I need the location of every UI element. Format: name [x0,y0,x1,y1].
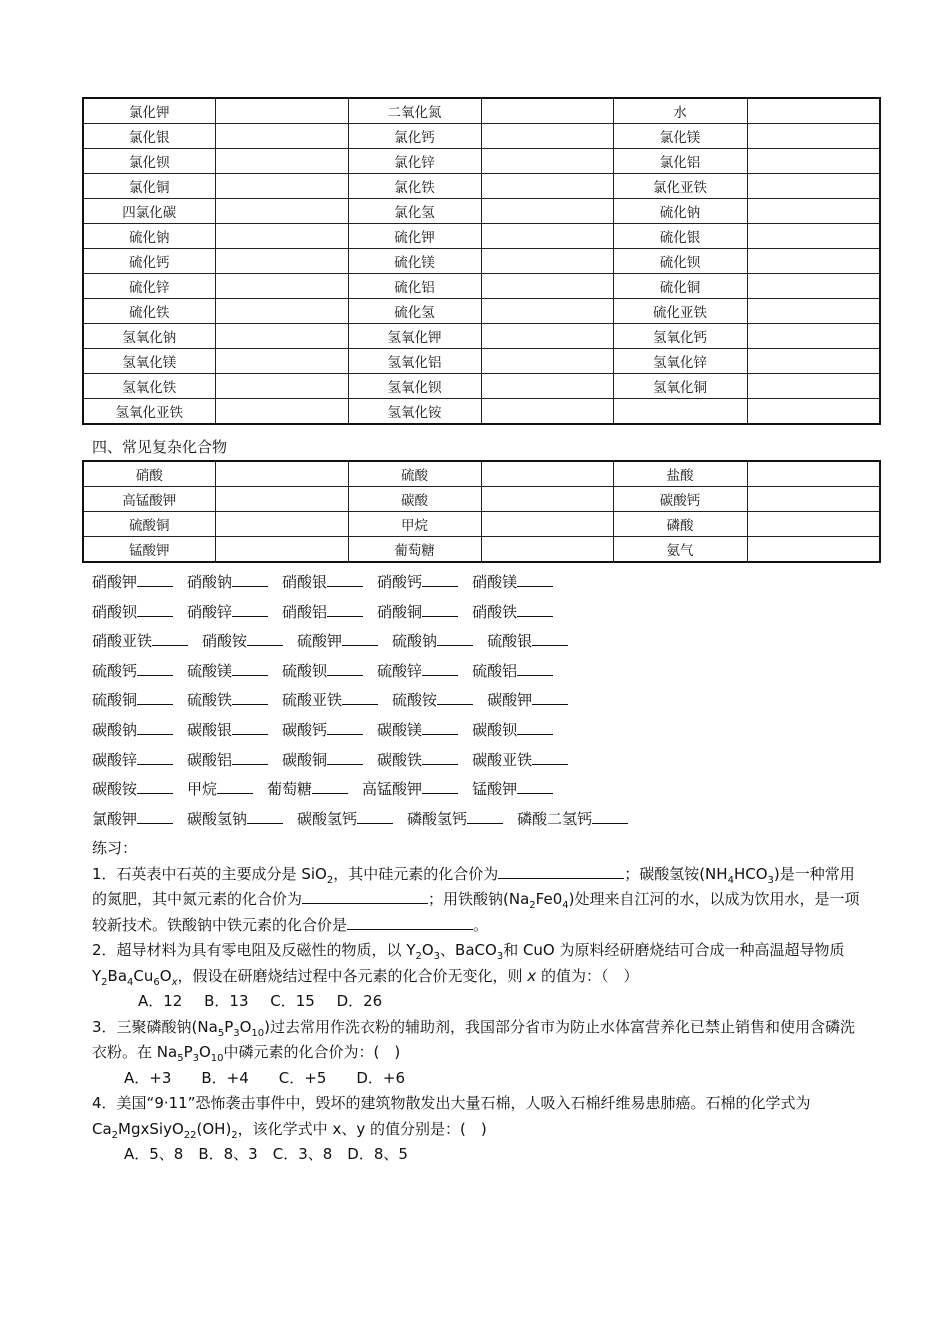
answer-blank[interactable] [327,602,363,617]
blank-item [92,775,173,805]
table-row [83,324,880,349]
blank-row [92,716,642,746]
compound-name-cell: 盐酸 [613,461,747,487]
answer-blank[interactable] [532,750,568,765]
blank-item [487,627,568,657]
blank-item [472,746,568,776]
blank-item [92,686,173,716]
compound-name-cell: 硝酸 [83,461,215,487]
compound-label: 碳酸镁 [377,720,423,739]
compound-label: 碳酸铵 [92,780,138,799]
blank-item [92,805,173,835]
formula-answer-cell[interactable] [747,399,880,425]
compound-name-cell: 高锰酸钾 [83,487,215,512]
answer-blank[interactable] [247,809,283,824]
compound-label: 锰酸钾 [472,780,518,799]
formula-answer-cell[interactable] [747,512,880,537]
compound-label: 碳酸银 [187,720,233,739]
compound-label: 硫酸镁 [187,661,233,680]
answer-blank[interactable] [152,631,188,646]
compound-label: 硝酸铜 [377,602,423,621]
answer-blank[interactable] [532,631,568,646]
compound-name-cell: 甲烷 [348,512,481,537]
answer-blank[interactable] [498,864,624,879]
formula-answer-cell[interactable] [215,124,348,149]
compound-label: 碳酸铝 [187,750,233,769]
compound-name-cell: 氯化氢 [348,199,481,224]
blank-item [472,657,553,687]
formula-answer-cell[interactable] [215,224,348,249]
formula-answer-cell[interactable] [215,374,348,399]
compound-name-cell: 氢氧化钠 [83,324,215,349]
formula-answer-cell[interactable] [215,149,348,174]
blank-item [362,775,458,805]
blank-item [282,746,363,776]
compound-label: 硝酸铁 [472,602,518,621]
blank-item [377,716,458,746]
formula-answer-cell[interactable] [481,461,613,487]
compound-label: 硫酸铁 [187,691,233,710]
blank-row [92,686,642,716]
compound-label: 硝酸镁 [472,573,518,591]
formula-answer-cell[interactable] [215,349,348,374]
compound-label: 碳酸亚铁 [472,750,533,769]
formula-answer-cell[interactable] [481,324,613,349]
compound-label: 硝酸铝 [282,602,328,621]
compound-label: 硝酸锌 [187,602,233,621]
exercise-title: 练习： [92,839,138,857]
blank-item [377,568,458,598]
blank-item [282,568,363,598]
blank-item [187,657,268,687]
formula-answer-cell[interactable] [215,299,348,324]
formula-answer-cell[interactable] [215,249,348,274]
compound-label: 甲烷 [187,780,218,799]
answer-blank[interactable] [137,572,173,587]
answer-blank[interactable] [312,779,348,794]
formula-answer-cell[interactable] [747,224,880,249]
answer-blank[interactable] [137,809,173,824]
compound-name-cell: 氯化亚铁 [613,174,747,199]
compound-label: 碳酸钾 [487,691,533,710]
table-row [83,249,880,274]
formula-answer-cell[interactable] [215,199,348,224]
compound-name-cell: 硫化氢 [348,299,481,324]
blank-item [472,775,553,805]
formula-answer-cell[interactable] [747,487,880,512]
formula-answer-cell[interactable] [481,487,613,512]
answer-blank[interactable] [437,631,473,646]
blank-item [92,716,173,746]
compound-name-cell: 硫化银 [613,224,747,249]
table-row [83,98,880,124]
formula-answer-cell[interactable] [481,399,613,425]
compound-name-cell: 氢氧化镁 [83,349,215,374]
compound-label: 高锰酸钾 [362,780,423,799]
compound-name-cell: 氢氧化铜 [613,374,747,399]
blank-item [472,598,553,628]
compound-label: 硫酸亚铁 [282,691,343,710]
compound-name-cell: 碳酸 [348,487,481,512]
compound-name-cell: 硫化锌 [83,274,215,299]
question-4: 4．美国“9·11”恐怖袭击事件中，毁坏的建筑物散发出大量石棉，人吸入石棉纤维易患肺癌。石棉的化学式为 $Ca_2MgxSiyO_{22}(OH)_2$，该化学式中 x、y 的值分别是：( ) [92,1094,811,1141]
compound-name-cell: 氢氧化铵 [348,399,481,425]
blank-item [92,657,173,687]
blank-item [267,775,348,805]
formula-answer-cell[interactable] [215,461,348,487]
blank-row [92,775,642,805]
compound-name-cell: 氯化银 [83,124,215,149]
formula-answer-cell[interactable] [747,299,880,324]
blank-item [392,627,473,657]
table-row [83,299,880,324]
compound-label: 硝酸亚铁 [92,632,153,651]
compound-label: 硫酸铵 [392,691,438,710]
answer-blank[interactable] [422,661,458,676]
formula-answer-cell[interactable] [215,174,348,199]
compound-name-cell: 氨气 [613,537,747,563]
blank-item [392,686,473,716]
answer-blank[interactable] [232,750,268,765]
answer-blank[interactable] [517,572,553,587]
compound-name-cell: 锰酸钾 [83,537,215,563]
compound-name-cell: 氯化锌 [348,149,481,174]
compound-name-cell: 氢氧化锌 [613,349,747,374]
simple-compounds-table [82,97,881,425]
answer-blank[interactable] [532,690,568,705]
formula-answer-cell[interactable] [747,374,880,399]
blank-row [92,746,642,776]
blank-item [282,598,363,628]
compound-label: 葡萄糖 [267,780,313,799]
question-3: 3．三聚磷酸钠$(Na_5P_3O_{10})$过去常用作洗衣粉的辅助剂，我国部分省市为防止水体富营养化已禁止销售和使用含磷洗衣粉。在 $Na_5P_3O_{10}$中磷元素的化合价为：( ) [92,1017,856,1064]
question-1: 1．石英表中石英的主要成分是 SiO$_2$，其中硅元素的化合价为 ；碳酸氢铵$(NH_4HCO_3)$是一种常用的氮肥，其中氮元素的化合价为 ；用铁酸钠$(Na_2Fe0_4)$处理来自江河的水，以成为饮用水，是一项较新技术。铁酸钠中铁元素的化合价是 。 [92,864,860,934]
question-2: 2．超导材料为具有零电阻及反磁性的物质，以 $Y_2O_3$、BaCO$_3$和 CuO 为原料经研磨烧结可合成一种高温超导物质 $Y_2Ba_4Cu_6O_x$，假设在研磨烧结过程中各元素的化合价无变化，则 x 的值为：（ ） [92,941,845,988]
formula-answer-cell[interactable] [215,537,348,563]
compound-name-cell: 四氯化碳 [83,199,215,224]
blank-item [187,805,283,835]
answer-blank[interactable] [232,602,268,617]
blank-item [92,568,173,598]
answer-blank[interactable] [327,720,363,735]
formula-answer-cell[interactable] [481,537,613,563]
formula-answer-cell[interactable] [215,98,348,124]
compound-label: 碳酸锌 [92,750,138,769]
compound-label: 碳酸钙 [282,720,328,739]
table-row [83,537,880,563]
answer-blank[interactable] [342,690,378,705]
blank-item [202,627,283,657]
compound-name-cell: 葡萄糖 [348,537,481,563]
section-heading: 四、常见复杂化合物 [92,438,228,456]
compound-name-cell: 氯化铜 [83,174,215,199]
blank-item [92,746,173,776]
compound-name-cell: 硫化钠 [613,199,747,224]
table-row [83,224,880,249]
compound-name-cell: 氢氧化铝 [348,349,481,374]
table-row [83,124,880,149]
compound-name-cell: 硫酸 [348,461,481,487]
table-row [83,399,880,425]
formula-answer-cell[interactable] [481,274,613,299]
compound-name-cell: 氯化镁 [613,124,747,149]
blank-item [92,627,188,657]
formula-answer-cell[interactable] [747,324,880,349]
answer-blank[interactable] [592,809,628,824]
answer-blank[interactable] [517,602,553,617]
blank-item [187,568,268,598]
formula-answer-cell[interactable] [215,399,348,425]
answer-blank[interactable] [232,690,268,705]
blank-item [472,716,553,746]
compound-label: 碳酸氢钙 [297,809,358,828]
compound-label: 硫酸铝 [472,661,518,680]
compound-name-cell: 碳酸钙 [613,487,747,512]
compound-name-cell: 氢氧化钡 [348,374,481,399]
compound-label: 碳酸铜 [282,750,328,769]
formula-answer-cell[interactable] [747,349,880,374]
answer-blank[interactable] [357,809,393,824]
compound-label: 碳酸铁 [377,750,423,769]
question-2-options: A．12 B．13 C．15 D．26 [138,992,383,1010]
compound-label: 硫酸钾 [297,632,343,651]
answer-blank[interactable] [232,572,268,587]
compound-label: 碳酸氢钠 [187,809,248,828]
complex-compounds-table [82,460,881,563]
compound-name-cell: 硫化镁 [348,249,481,274]
blank-item [377,746,458,776]
answer-blank[interactable] [137,690,173,705]
answer-blank[interactable] [437,690,473,705]
answer-blank[interactable] [327,750,363,765]
compound-name-cell: 二氧化氮 [348,98,481,124]
formula-answer-cell[interactable] [481,512,613,537]
formula-answer-cell[interactable] [747,537,880,563]
question-4-options: A．5、8 B．8、3 C．3、8 D．8、5 [124,1145,408,1163]
formula-blanks [92,568,642,834]
compound-name-cell: 氯化钙 [348,124,481,149]
compound-name-cell: 硫化钙 [83,249,215,274]
compound-name-cell: 硫化铝 [348,274,481,299]
answer-blank[interactable] [422,720,458,735]
compound-name-cell [613,399,747,425]
answer-blank[interactable] [517,779,553,794]
blank-item [377,657,458,687]
compound-name-cell: 水 [613,98,747,124]
formula-answer-cell[interactable] [481,349,613,374]
compound-label: 硝酸银 [282,573,328,591]
answer-blank[interactable] [517,720,553,735]
formula-answer-cell[interactable] [481,249,613,274]
formula-answer-cell[interactable] [747,199,880,224]
formula-answer-cell[interactable] [481,299,613,324]
compound-name-cell: 氢氧化亚铁 [83,399,215,425]
exercise-section [92,836,862,1168]
blank-item [282,716,363,746]
blank-item [517,805,628,835]
compound-name-cell: 磷酸 [613,512,747,537]
table-row [83,461,880,487]
answer-blank[interactable] [232,661,268,676]
formula-answer-cell[interactable] [481,98,613,124]
blank-item [92,598,173,628]
formula-answer-cell[interactable] [481,224,613,249]
answer-blank[interactable] [232,720,268,735]
compound-name-cell: 硫酸铜 [83,512,215,537]
compound-name-cell: 氯化铁 [348,174,481,199]
formula-answer-cell[interactable] [747,461,880,487]
table-row [83,174,880,199]
blank-item [282,686,378,716]
compound-name-cell: 硫化铜 [613,274,747,299]
formula-answer-cell[interactable] [747,98,880,124]
answer-blank[interactable] [137,779,173,794]
formula-answer-cell[interactable] [481,374,613,399]
formula-answer-cell[interactable] [215,487,348,512]
answer-blank[interactable] [422,572,458,587]
answer-blank[interactable] [347,915,473,930]
compound-label: 硝酸铵 [202,632,248,651]
compound-name-cell: 硫化钡 [613,249,747,274]
formula-answer-cell[interactable] [481,124,613,149]
compound-label: 硫酸钙 [92,661,138,680]
compound-label: 氯酸钾 [92,809,138,828]
table-row [83,199,880,224]
blank-item [407,805,503,835]
blank-item [282,657,363,687]
compound-label: 碳酸钡 [472,720,518,739]
table-row [83,512,880,537]
formula-answer-cell[interactable] [215,274,348,299]
compound-name-cell: 硫化钠 [83,224,215,249]
compound-label: 硫酸铜 [92,691,138,710]
blank-item [187,686,268,716]
compound-label: 硝酸钙 [377,573,423,591]
compound-label: 磷酸氢钙 [407,809,468,828]
compound-label: 硫酸锌 [377,661,423,680]
answer-blank[interactable] [422,602,458,617]
formula-answer-cell[interactable] [215,512,348,537]
blank-item [187,716,268,746]
answer-blank[interactable] [517,661,553,676]
formula-answer-cell[interactable] [747,274,880,299]
blank-item [297,627,378,657]
compound-name-cell: 氯化钡 [83,149,215,174]
answer-blank[interactable] [137,602,173,617]
formula-answer-cell[interactable] [747,124,880,149]
compound-label: 磷酸二氢钙 [517,809,593,828]
blank-item [487,686,568,716]
table-row [83,349,880,374]
compound-label: 硫酸银 [487,632,533,651]
blank-row [92,568,642,598]
answer-blank[interactable] [137,720,173,735]
answer-blank[interactable] [422,750,458,765]
compound-name-cell: 硫化钾 [348,224,481,249]
formula-answer-cell[interactable] [747,149,880,174]
compound-name-cell: 氢氧化钙 [613,324,747,349]
table-row [83,274,880,299]
blank-row [92,627,642,657]
answer-blank[interactable] [302,889,428,904]
blank-row [92,657,642,687]
blank-item [297,805,393,835]
answer-blank[interactable] [422,779,458,794]
question-3-options: A．+3 B．+4 C．+5 D．+6 [124,1068,406,1087]
compound-name-cell: 氯化钾 [83,98,215,124]
answer-blank[interactable] [342,631,378,646]
compound-label: 碳酸钠 [92,720,138,739]
compound-label: 硝酸钠 [187,573,233,591]
table-row [83,149,880,174]
formula-answer-cell[interactable] [481,174,613,199]
blank-row [92,598,642,628]
compound-label: 硫酸钡 [282,661,328,680]
answer-blank[interactable] [467,809,503,824]
blank-row [92,805,642,835]
compound-label: 硫酸钠 [392,632,438,651]
table-row [83,374,880,399]
compound-name-cell: 氢氧化铁 [83,374,215,399]
compound-name-cell: 氢氧化钾 [348,324,481,349]
table-row [83,487,880,512]
answer-blank[interactable] [327,661,363,676]
compound-label: 硝酸钾 [92,573,138,591]
answer-blank[interactable] [137,661,173,676]
formula-answer-cell[interactable] [481,149,613,174]
answer-blank[interactable] [247,631,283,646]
blank-item [472,568,553,598]
compound-name-cell: 硫化铁 [83,299,215,324]
blank-item [187,598,268,628]
answer-blank[interactable] [137,750,173,765]
formula-answer-cell[interactable] [747,249,880,274]
formula-answer-cell[interactable] [481,199,613,224]
compound-name-cell: 硫化亚铁 [613,299,747,324]
answer-blank[interactable] [217,779,253,794]
compound-name-cell: 氯化铝 [613,149,747,174]
formula-answer-cell[interactable] [215,324,348,349]
blank-item [187,746,268,776]
answer-blank[interactable] [327,572,363,587]
compound-label: 硝酸钡 [92,602,138,621]
blank-item [187,775,253,805]
blank-item [377,598,458,628]
formula-answer-cell[interactable] [747,174,880,199]
